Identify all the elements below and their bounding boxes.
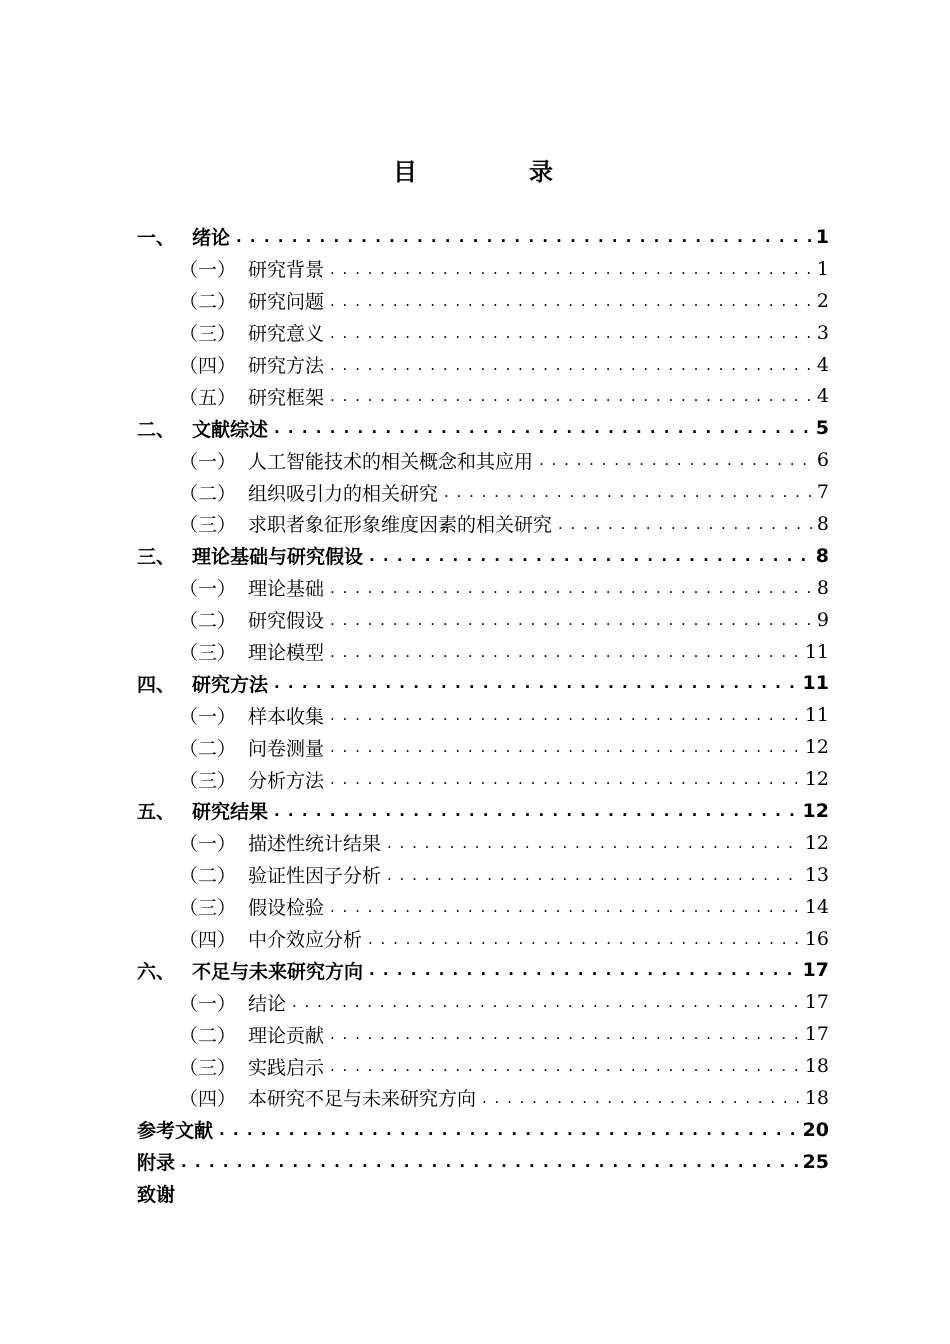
page-number: 18 xyxy=(804,1086,829,1109)
page-number: 6 xyxy=(816,449,829,472)
section-number: （一） xyxy=(179,450,237,473)
section-number: （一） xyxy=(179,833,237,856)
backmatter-title: 附录 xyxy=(137,1152,176,1175)
toc-section-entry[interactable] xyxy=(137,636,829,668)
chapter-title: 理论基础与研究假设 xyxy=(192,546,364,569)
section-number: （三） xyxy=(179,514,237,537)
dot-leader xyxy=(330,579,813,597)
dot-leader xyxy=(274,802,799,820)
section-number: （三） xyxy=(179,323,237,346)
section-number: （二） xyxy=(179,610,237,633)
chapter-title: 研究方法 xyxy=(192,673,269,696)
dot-leader xyxy=(330,356,813,374)
page-number: 8 xyxy=(815,544,829,567)
page-number: 12 xyxy=(804,768,829,791)
page-number: 1 xyxy=(815,225,829,248)
page-number: 4 xyxy=(816,385,829,408)
section-number: （三） xyxy=(179,769,237,792)
dot-leader xyxy=(444,483,813,501)
page-number: 8 xyxy=(816,576,829,599)
page-number: 4 xyxy=(816,353,829,376)
section-title: 问卷测量 xyxy=(248,737,325,760)
section-title: 中介效应分析 xyxy=(248,929,363,952)
toc-section-entry[interactable] xyxy=(137,349,829,381)
dot-leader xyxy=(330,260,813,278)
dot-leader xyxy=(558,515,813,533)
dot-leader xyxy=(330,770,801,788)
section-title: 描述性统计结果 xyxy=(248,833,382,856)
dot-leader xyxy=(236,228,812,246)
toc-section-entry[interactable] xyxy=(137,731,829,763)
toc-section-entry[interactable] xyxy=(137,604,829,636)
page-number: 12 xyxy=(802,799,829,822)
toc-chapter-entry[interactable] xyxy=(137,221,829,253)
dot-leader xyxy=(368,930,801,948)
backmatter-title: 参考文献 xyxy=(137,1120,214,1143)
toc-section-entry[interactable] xyxy=(137,285,829,317)
toc-section-entry[interactable] xyxy=(137,476,829,508)
section-number: （四） xyxy=(179,1088,237,1111)
section-title: 样本收集 xyxy=(248,705,325,728)
section-number: （二） xyxy=(179,291,237,314)
toc-section-entry[interactable] xyxy=(137,380,829,412)
toc-chapter-entry[interactable] xyxy=(137,954,829,986)
chapter-title: 研究结果 xyxy=(192,801,269,824)
dot-leader xyxy=(330,643,801,661)
dot-leader xyxy=(369,547,812,565)
toc-chapter-entry[interactable] xyxy=(137,412,829,444)
toc-chapter-entry[interactable] xyxy=(137,540,829,572)
toc-section-entry[interactable] xyxy=(137,1082,829,1114)
page-number: 11 xyxy=(804,640,829,663)
section-number: （五） xyxy=(179,386,237,409)
section-number: （二） xyxy=(179,865,237,888)
section-number: （三） xyxy=(179,642,237,665)
section-title: 分析方法 xyxy=(248,769,325,792)
toc-title: 目 录 xyxy=(393,157,597,186)
dot-leader xyxy=(330,387,813,405)
dot-leader xyxy=(539,451,813,469)
section-title: 研究问题 xyxy=(248,291,325,314)
toc-section-entry[interactable] xyxy=(137,508,829,540)
toc-backmatter-entry[interactable] xyxy=(137,1146,829,1178)
page-number: 11 xyxy=(802,672,829,695)
page-number: 13 xyxy=(804,863,829,886)
page-number: 9 xyxy=(816,608,829,631)
toc-section-entry[interactable] xyxy=(137,444,829,476)
toc-chapter-entry[interactable] xyxy=(137,795,829,827)
page-number: 25 xyxy=(802,1150,829,1173)
page-number: 2 xyxy=(816,289,829,312)
dot-leader xyxy=(292,993,801,1011)
page-number: 11 xyxy=(804,704,829,727)
dot-leader xyxy=(219,1121,799,1139)
chapter-number: 五、 xyxy=(137,801,176,824)
page-number: 17 xyxy=(804,991,829,1014)
section-title: 研究框架 xyxy=(248,386,325,409)
section-title: 研究意义 xyxy=(248,323,325,346)
toc-backmatter-entry[interactable] xyxy=(137,1114,829,1146)
toc-section-entry[interactable] xyxy=(137,859,829,891)
page-number: 5 xyxy=(815,417,829,440)
toc-section-entry[interactable] xyxy=(137,827,829,859)
section-number: （四） xyxy=(179,929,237,952)
page-number: 1 xyxy=(816,257,829,280)
toc-section-entry[interactable] xyxy=(137,986,829,1018)
dot-leader xyxy=(330,1025,801,1043)
section-number: （二） xyxy=(179,482,237,505)
chapter-number: 三、 xyxy=(137,546,176,569)
section-title: 理论贡献 xyxy=(248,1024,325,1047)
toc-section-entry[interactable] xyxy=(137,1050,829,1082)
chapter-title: 绪论 xyxy=(192,227,231,250)
toc-section-entry[interactable] xyxy=(137,699,829,731)
section-title: 验证性因子分析 xyxy=(248,865,382,888)
toc-section-entry[interactable] xyxy=(137,1018,829,1050)
chapter-title: 文献综述 xyxy=(192,418,269,441)
page-number: 14 xyxy=(804,895,829,918)
dot-leader xyxy=(330,898,801,916)
section-number: （四） xyxy=(179,355,237,377)
toc-section-entry[interactable] xyxy=(137,253,829,285)
section-title: 理论模型 xyxy=(248,642,325,665)
section-number: （一） xyxy=(179,259,237,282)
section-title: 研究方法 xyxy=(248,355,325,377)
section-title: 研究背景 xyxy=(248,259,325,282)
section-title: 人工智能技术的相关概念和其应用 xyxy=(248,450,534,473)
section-title: 研究假设 xyxy=(248,610,325,633)
section-title: 求职者象征形象维度因素的相关研究 xyxy=(248,514,553,537)
page-number: 7 xyxy=(816,481,829,504)
page-number: 16 xyxy=(804,927,829,950)
page-number: 20 xyxy=(802,1118,829,1141)
dot-leader xyxy=(274,419,812,437)
section-title: 组织吸引力的相关研究 xyxy=(248,482,439,505)
page-number: 18 xyxy=(804,1055,829,1078)
chapter-number: 一、 xyxy=(137,227,176,250)
dot-leader xyxy=(330,324,813,342)
section-number: （一） xyxy=(179,578,237,601)
page-number: 8 xyxy=(816,512,829,535)
section-number: （三） xyxy=(179,897,237,920)
section-number: （二） xyxy=(179,737,237,760)
toc-section-entry[interactable] xyxy=(137,317,829,349)
page-number: 12 xyxy=(804,831,829,854)
dot-leader xyxy=(330,1057,801,1075)
section-title: 结论 xyxy=(248,992,287,1015)
dot-leader xyxy=(369,961,799,979)
section-title: 本研究不足与未来研究方向 xyxy=(248,1088,477,1111)
section-number: （一） xyxy=(179,992,237,1015)
toc-backmatter-entry[interactable] xyxy=(137,1178,829,1210)
toc-list xyxy=(137,221,829,1210)
dot-leader xyxy=(274,674,799,692)
toc-section-entry[interactable] xyxy=(137,891,829,923)
toc-section-entry[interactable] xyxy=(137,572,829,604)
dot-leader xyxy=(482,1089,801,1107)
dot-leader xyxy=(330,706,801,724)
dot-leader xyxy=(330,738,801,756)
page-number: 17 xyxy=(804,1023,829,1046)
toc-section-entry[interactable] xyxy=(137,923,829,955)
section-title: 实践启示 xyxy=(248,1056,325,1079)
toc-section-entry[interactable] xyxy=(137,763,829,795)
chapter-number: 四、 xyxy=(137,673,176,696)
page-number: 3 xyxy=(816,321,829,344)
section-number: （三） xyxy=(179,1056,237,1079)
dot-leader xyxy=(387,866,801,884)
section-number: （一） xyxy=(179,705,237,728)
page-number: 12 xyxy=(804,736,829,759)
section-title: 理论基础 xyxy=(248,578,325,601)
chapter-number: 二、 xyxy=(137,418,176,441)
backmatter-title: 致谢 xyxy=(137,1184,176,1207)
section-title: 假设检验 xyxy=(248,897,325,920)
page-number: 17 xyxy=(802,959,829,982)
toc-chapter-entry[interactable] xyxy=(137,667,829,699)
dot-leader xyxy=(181,1153,799,1171)
section-number: （二） xyxy=(179,1024,237,1047)
chapter-title: 不足与未来研究方向 xyxy=(192,960,364,983)
dot-leader xyxy=(330,292,813,310)
dot-leader xyxy=(387,834,801,852)
chapter-number: 六、 xyxy=(137,960,176,983)
dot-leader xyxy=(330,611,813,629)
